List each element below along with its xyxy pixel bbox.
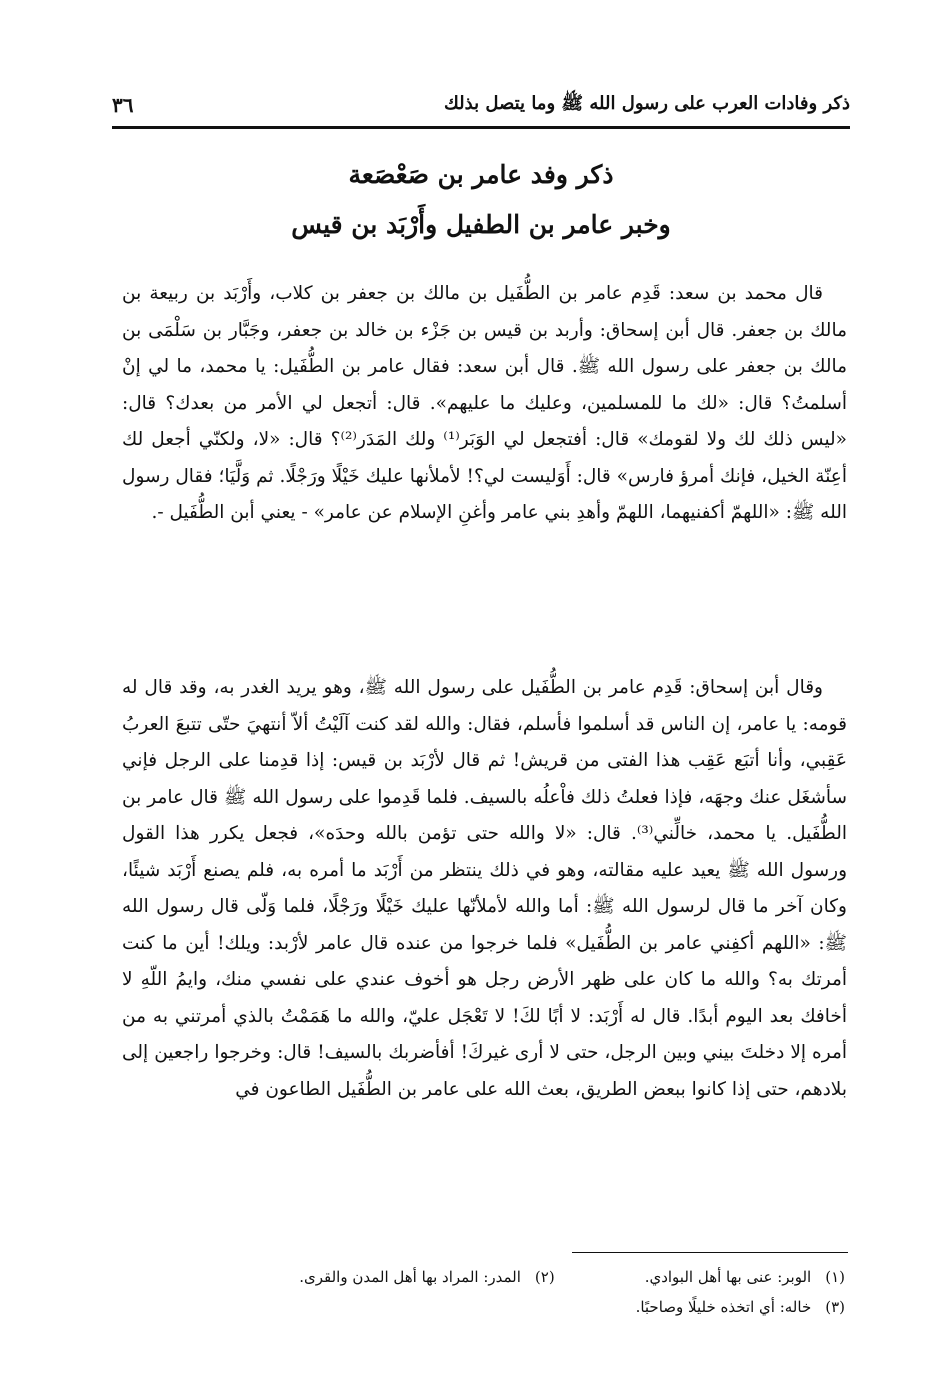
paragraph-text: وقال أبن إسحاق: قَدِم عامر بن الطُّفَيل على رسول الله ﷺ، وهو يريد الغدر به، وقد قال له قومه: يا عامر، إن الناس قد أسلموا فأسلم، فقال: والله لقد كنت آلَيْتُ ألاّ أنتهيَ حتّى تتبعَ العربُ عَقِبي، وأنا أتبَع عَقِب هذا الفتى من قريش! ثم قال لأرْبَد بن قيس: إذا قدِمنا على الرجل فإني سأشغَل عنك وجهَه، فإذا فعلتُ ذلك فاْعلُه بالسيف. فلما قَدِموا على رسول الله ﷺ قال عامر بن الطُّفَيل. يا محمد، خالِّني⁽³⁾. قال: «لا والله حتى تؤمن بالله وحدَه»، فجعل يكرر هذا القول ورسول الله ﷺ يعيد عليه مقالته، وهو في ذلك ينتظر من أَرْبَد ما أمره به، فلم يصنع أَرْبَد شيئًا، وكان آخر ما قال لرسول الله ﷺ: أما والله لأملأنّها عليك خَيْلًا ورَجْلًا، فلما وَلّى قال رسول الله ﷺ: «اللهم أكفِني عامر بن الطُّفَيل» فلما خرجوا من عنده قال عامر لأرْبد: ويلك! أين ما كنت أمرتك به؟ والله ما كان على ظهر الأرض رجل هو أخوف عندي على نفسي منك، وايمُ اللّهِ لا أخافك بعد اليوم أبدًا. قال له أَرْبَد: لا أبًا لكَ! لا تَعْجَل عليّ، والله ما هَمَمْتُ بالذي أمرتني به من أمره إلا دخلتَ بيني وبين الرجل، حتى لا أرى غيركَ! أفأضربك بالسيف! قال: وخرجوا راجعين إلى بلادهم، حتى إذا كانوا ببعض الطريق، بعث الله على عامر بن الطُّفَيل الطاعون في bbox=[122, 677, 847, 1100]
footnote-1 bbox=[645, 1262, 845, 1292]
chapter-title bbox=[112, 150, 850, 250]
footnote-number: (٣) bbox=[825, 1298, 845, 1316]
footnote-number: (١) bbox=[825, 1268, 845, 1286]
footnote-rule bbox=[572, 1252, 848, 1253]
title-line-1: ذكر وفد عامر بن صَعْصَعة bbox=[348, 160, 614, 189]
footnotes bbox=[130, 1262, 845, 1322]
title-line-2: وخبر عامر بن الطفيل وأَرْبَد بن قيس bbox=[291, 210, 671, 239]
paragraph-2 bbox=[122, 670, 847, 1108]
page-header bbox=[112, 88, 850, 122]
footnote-row bbox=[130, 1262, 845, 1292]
paragraph-1 bbox=[122, 276, 847, 532]
footnote-3 bbox=[636, 1292, 845, 1322]
running-head: ذكر وفادات العرب على رسول الله ﷺ وما يتصل بذلك bbox=[443, 93, 850, 114]
footnote-row bbox=[130, 1292, 845, 1322]
footnote-2 bbox=[299, 1262, 555, 1292]
footnote-text: خاله: أي اتخذه خليلًا وصاحبًا. bbox=[635, 1298, 812, 1316]
footnote-text: الوبر: عنى بها أهل البوادي. bbox=[644, 1268, 812, 1286]
footnote-number: (٢) bbox=[534, 1268, 555, 1286]
paragraph-text: قال محمد بن سعد: قَدِم عامر بن الطُّفَيل بن مالك بن جعفر بن كلاب، وأَرْبَد بن ربيعة بن مالك بن جعفر. قال أبن إسحاق: وأربد بن قيس بن جَزْء بن خالد بن جعفر، وجَبَّار بن سَلْمَى بن مالك بن جعفر على رسول الله ﷺ. قال أبن سعد: فقال عامر بن الطُّفَيل: يا محمد، ما لي إنْ أسلمتُ؟ قال: «لك ما للمسلمين، وعليك ما عليهم». قال: أتجعل لي الأمر من بعدك؟ قال: «ليس ذلك لك ولا لقومك» قال: أفتجعل لي الوَبَر⁽¹⁾ ولك المَدَر⁽²⁾؟ قال: «لا، ولكنّي أجعل لك أعِنّة الخيل، فإنك أمرؤ فارس» قال: أَوَليست لي؟! لأملأنها عليك خَيْلًا ورَجْلًا. ثم وَلَّيَا؛ فقال رسول الله ﷺ: «اللهمّ أكفنيهما، اللهمّ وأهدِ بني عامر وأغنِ الإسلام عن عامر» - يعني أبن الطُّفَيل -. bbox=[122, 283, 847, 523]
footnote-text: المدر: المراد بها أهل المدن والقرى. bbox=[299, 1268, 521, 1286]
header-rule bbox=[112, 126, 850, 129]
page-number: ٣٦ bbox=[112, 93, 134, 117]
